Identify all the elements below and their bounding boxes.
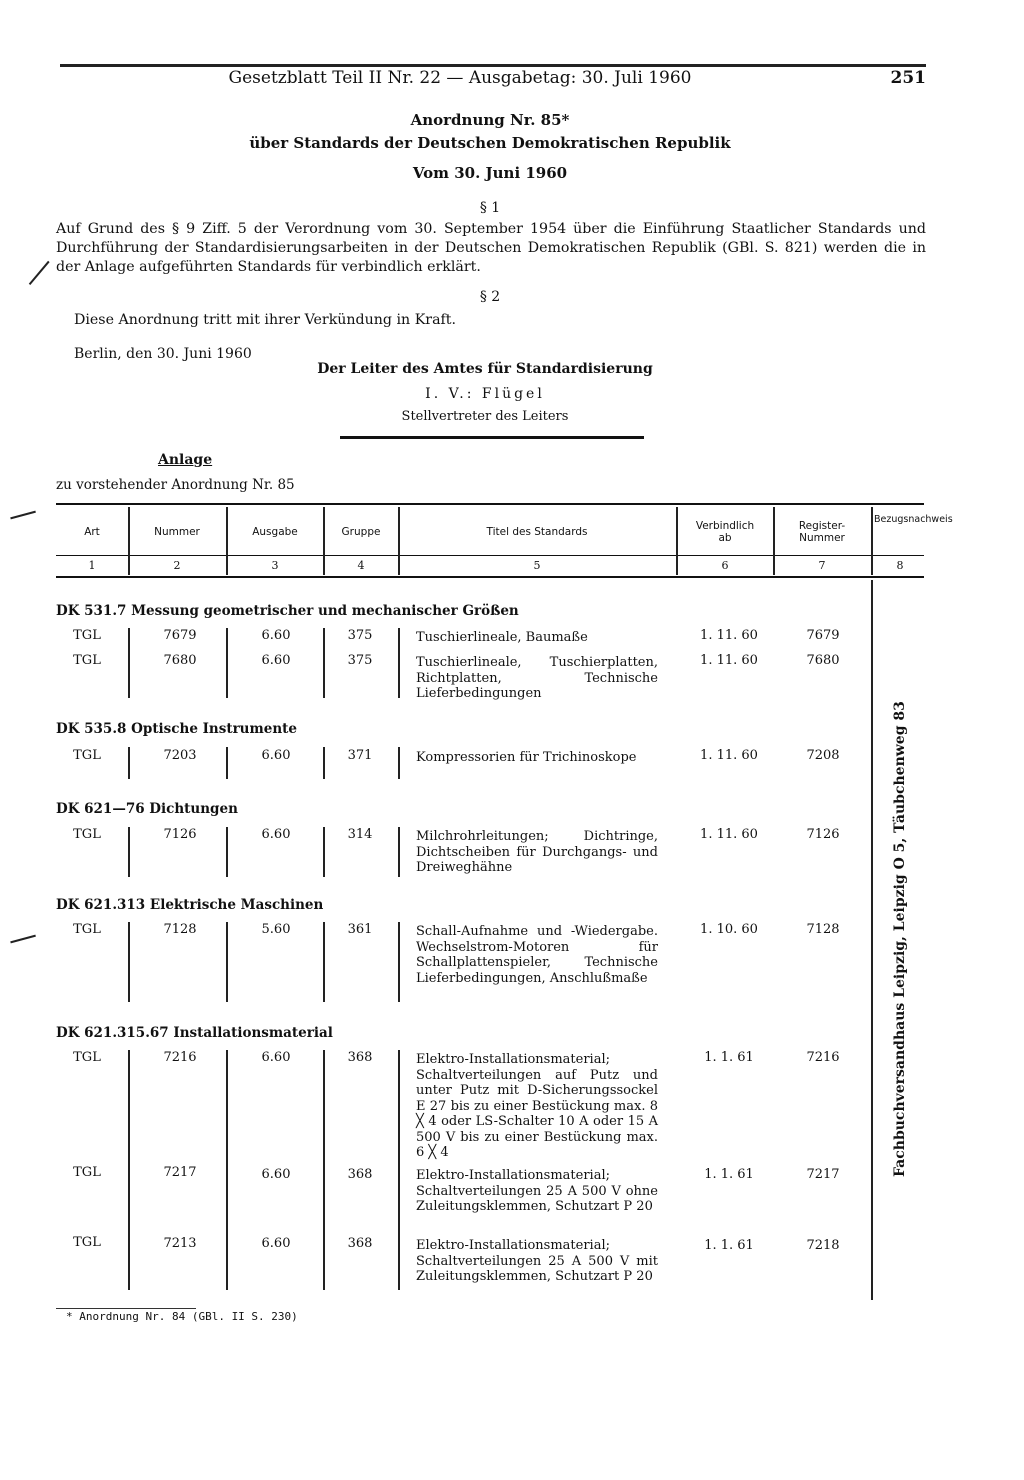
row-divider <box>323 747 325 779</box>
cell-art: TGL <box>73 1050 101 1065</box>
column-divider <box>226 507 228 575</box>
cell-titel: Tuschierlineale, Baumaße <box>416 630 588 645</box>
table-header-rule <box>56 555 924 556</box>
header-register: Register-Nummer <box>798 520 846 544</box>
cell-titel: Milchrohrleitungen; Dichtringe, Dichtscheiben für Durchgangs- und Dreiweghähne <box>416 829 658 875</box>
side-note-text: Fachbuchversandhaus Leipzig, Leipzig O 5, Täubchenweg 83 <box>892 701 908 1177</box>
row-divider <box>323 827 325 877</box>
cell-titel: Schall-Aufnahme und -Wiedergabe. Wechselstrom-Motoren für Schallplattenspieler, Technische Lieferbedingungen, Anschlußmaße <box>416 924 658 986</box>
group-heading: DK 531.7 Messung geometrischer und mechanischer Größen <box>56 603 519 619</box>
cell-register: 7217 <box>806 1167 840 1182</box>
cell-nummer: 7128 <box>163 922 197 937</box>
column-divider <box>323 507 325 575</box>
cell-gruppe: 368 <box>347 1167 373 1182</box>
cell-verbindlich: 1. 10. 60 <box>700 922 758 937</box>
cell-titel: Tuschierlineale, Tuschierplatten, Richtplatten, Technische Lieferbedingungen <box>416 655 658 701</box>
cell-titel: Elektro-Installationsmaterial; Schaltverteilungen 25 A 500 V ohne Zuleitungsklemmen, Schutzart P 20 <box>416 1168 658 1214</box>
cell-verbindlich: 1. 11. 60 <box>700 748 758 763</box>
cell-register: 7680 <box>806 653 840 668</box>
cell-verbindlich: 1. 1. 61 <box>704 1238 754 1253</box>
column-number: 3 <box>271 559 279 572</box>
footnote-rule <box>56 1308 196 1309</box>
cell-ausgabe: 6.60 <box>261 827 291 842</box>
header-ausgabe: Ausgabe <box>252 526 298 538</box>
section-1-label: § 1 <box>479 200 501 216</box>
column-number: 1 <box>88 559 96 572</box>
column-number: 2 <box>173 559 181 572</box>
cell-titel: Elektro-Installationsmaterial; Schaltverteilungen auf Putz und unter Putz mit D-Sicherungssockel E 27 bis zu einer Bestückung max. 8 ╳ 4 oder LS-Schalter 10 A oder 15 A 500 V bis zu einer Bestückung max. 6 ╳ 4 <box>416 1052 658 1160</box>
section-1-text: Auf Grund des § 9 Ziff. 5 der Verordnung vom 30. September 1954 über die Einführung Staatlicher Standards und Durchführung der Standardisierungsarbeiten in der Deutschen Demokratischen Republik (GBl. S. 821) werden die in der Anlage aufgeführten Standards für verbindlich erklärt. <box>56 221 926 275</box>
table-columns-rule <box>56 576 924 578</box>
footnote: * Anordnung Nr. 84 (GBl. II S. 230) <box>66 1310 298 1323</box>
cell-nummer: 7216 <box>163 1050 197 1065</box>
row-divider <box>128 827 130 877</box>
row-divider <box>398 747 400 779</box>
column-divider <box>398 507 400 575</box>
cell-gruppe: 361 <box>347 922 373 937</box>
margin-pencil-mark <box>10 511 36 519</box>
annex-title: Anlage <box>158 452 213 468</box>
row-divider <box>323 628 325 698</box>
row-divider <box>398 922 400 1002</box>
cell-register: 7208 <box>806 748 840 763</box>
page-number: 251 <box>890 68 926 88</box>
cell-register: 7216 <box>806 1050 840 1065</box>
header-gruppe: Gruppe <box>341 526 381 538</box>
cell-ausgabe: 6.60 <box>261 748 291 763</box>
header-verbindlich: Verbindlich ab <box>695 520 755 544</box>
place-and-date: Berlin, den 30. Juni 1960 <box>74 346 252 362</box>
column-divider <box>128 507 130 575</box>
row-divider <box>128 628 130 698</box>
row-divider <box>398 1050 400 1290</box>
cell-ausgabe: 6.60 <box>261 1236 291 1251</box>
row-divider <box>226 827 228 877</box>
cell-register: 7126 <box>806 827 840 842</box>
cell-verbindlich: 1. 1. 61 <box>704 1050 754 1065</box>
column-divider <box>676 507 678 575</box>
cell-art: TGL <box>73 628 101 643</box>
column-number: 4 <box>357 559 365 572</box>
column-divider <box>871 507 873 575</box>
bezugsnachweis-side-note <box>891 701 909 1178</box>
cell-art: TGL <box>73 1235 101 1250</box>
column-number: 6 <box>721 559 729 572</box>
cell-register: 7218 <box>806 1238 840 1253</box>
header-bezug: Bezugsnachweis <box>874 514 953 525</box>
signer-role: Stellvertreter des Leiters <box>401 409 569 424</box>
cell-register: 7679 <box>806 628 840 643</box>
signature-rule <box>340 436 644 439</box>
cell-nummer: 7126 <box>163 827 197 842</box>
column-8-divider <box>871 580 873 1300</box>
cell-verbindlich: 1. 11. 60 <box>700 628 758 643</box>
cell-verbindlich: 1. 1. 61 <box>704 1167 754 1182</box>
cell-register: 7128 <box>806 922 840 937</box>
cell-gruppe: 368 <box>347 1050 373 1065</box>
cell-nummer: 7680 <box>163 653 197 668</box>
cell-nummer: 7679 <box>163 628 197 643</box>
row-divider <box>398 827 400 877</box>
ordinance-date: Vom 30. Juni 1960 <box>412 164 568 182</box>
cell-ausgabe: 6.60 <box>261 1050 291 1065</box>
ordinance-subtitle: über Standards der Deutschen Demokratischen Republik <box>249 134 731 152</box>
row-divider <box>128 922 130 1002</box>
cell-art: TGL <box>73 922 101 937</box>
cell-art: TGL <box>73 748 101 763</box>
cell-titel: Kompressorien für Trichinoskope <box>416 750 637 765</box>
header-nummer: Nummer <box>154 526 200 538</box>
ordinance-title: Anordnung Nr. 85* <box>410 111 570 129</box>
row-divider <box>323 1050 325 1290</box>
table-top-rule <box>56 503 924 505</box>
row-divider <box>128 747 130 779</box>
cell-nummer: 7203 <box>163 748 197 763</box>
cell-gruppe: 375 <box>347 653 373 668</box>
cell-nummer: 7217 <box>163 1165 197 1180</box>
margin-pencil-mark <box>29 261 49 285</box>
cell-titel: Elektro-Installationsmaterial; Schaltverteilungen 25 A 500 V mit Zuleitungsklemmen, Schutzart P 20 <box>416 1238 658 1284</box>
row-divider <box>226 922 228 1002</box>
annex-subtitle: zu vorstehender Anordnung Nr. 85 <box>56 477 295 493</box>
page-header-title: Gesetzblatt Teil II Nr. 22 — Ausgabetag: 30. Juli 1960 <box>228 68 692 88</box>
section-2-label: § 2 <box>479 289 501 305</box>
row-divider <box>398 628 400 698</box>
column-number: 8 <box>896 559 904 572</box>
cell-verbindlich: 1. 11. 60 <box>700 827 758 842</box>
cell-ausgabe: 5.60 <box>261 922 291 937</box>
row-divider <box>226 1050 228 1290</box>
group-heading: DK 621.313 Elektrische Maschinen <box>56 897 324 913</box>
cell-gruppe: 375 <box>347 628 373 643</box>
column-divider <box>773 507 775 575</box>
group-heading: DK 535.8 Optische Instrumente <box>56 721 298 737</box>
cell-verbindlich: 1. 11. 60 <box>700 653 758 668</box>
row-divider <box>226 628 228 698</box>
row-divider <box>226 747 228 779</box>
cell-art: TGL <box>73 1165 101 1180</box>
row-divider <box>128 1050 130 1290</box>
header-art: Art <box>84 526 100 538</box>
group-heading: DK 621.315.67 Installationsmaterial <box>56 1025 333 1041</box>
section-2-text: Diese Anordnung tritt mit ihrer Verkündung in Kraft. <box>74 312 456 328</box>
cell-gruppe: 314 <box>347 827 373 842</box>
cell-ausgabe: 6.60 <box>261 1167 291 1182</box>
row-divider <box>323 922 325 1002</box>
column-number: 5 <box>533 559 541 572</box>
cell-art: TGL <box>73 827 101 842</box>
cell-nummer: 7213 <box>163 1236 197 1251</box>
cell-ausgabe: 6.60 <box>261 628 291 643</box>
header-rule <box>60 64 926 67</box>
cell-art: TGL <box>73 653 101 668</box>
column-number: 7 <box>818 559 826 572</box>
signer-name: I. V.: Flügel <box>425 386 545 402</box>
header-titel: Titel des Standards <box>486 526 588 538</box>
cell-gruppe: 368 <box>347 1236 373 1251</box>
cell-ausgabe: 6.60 <box>261 653 291 668</box>
group-heading: DK 621—76 Dichtungen <box>56 801 238 817</box>
margin-pencil-mark <box>10 935 36 943</box>
cell-gruppe: 371 <box>347 748 373 763</box>
signing-authority: Der Leiter des Amtes für Standardisierung <box>317 361 653 377</box>
